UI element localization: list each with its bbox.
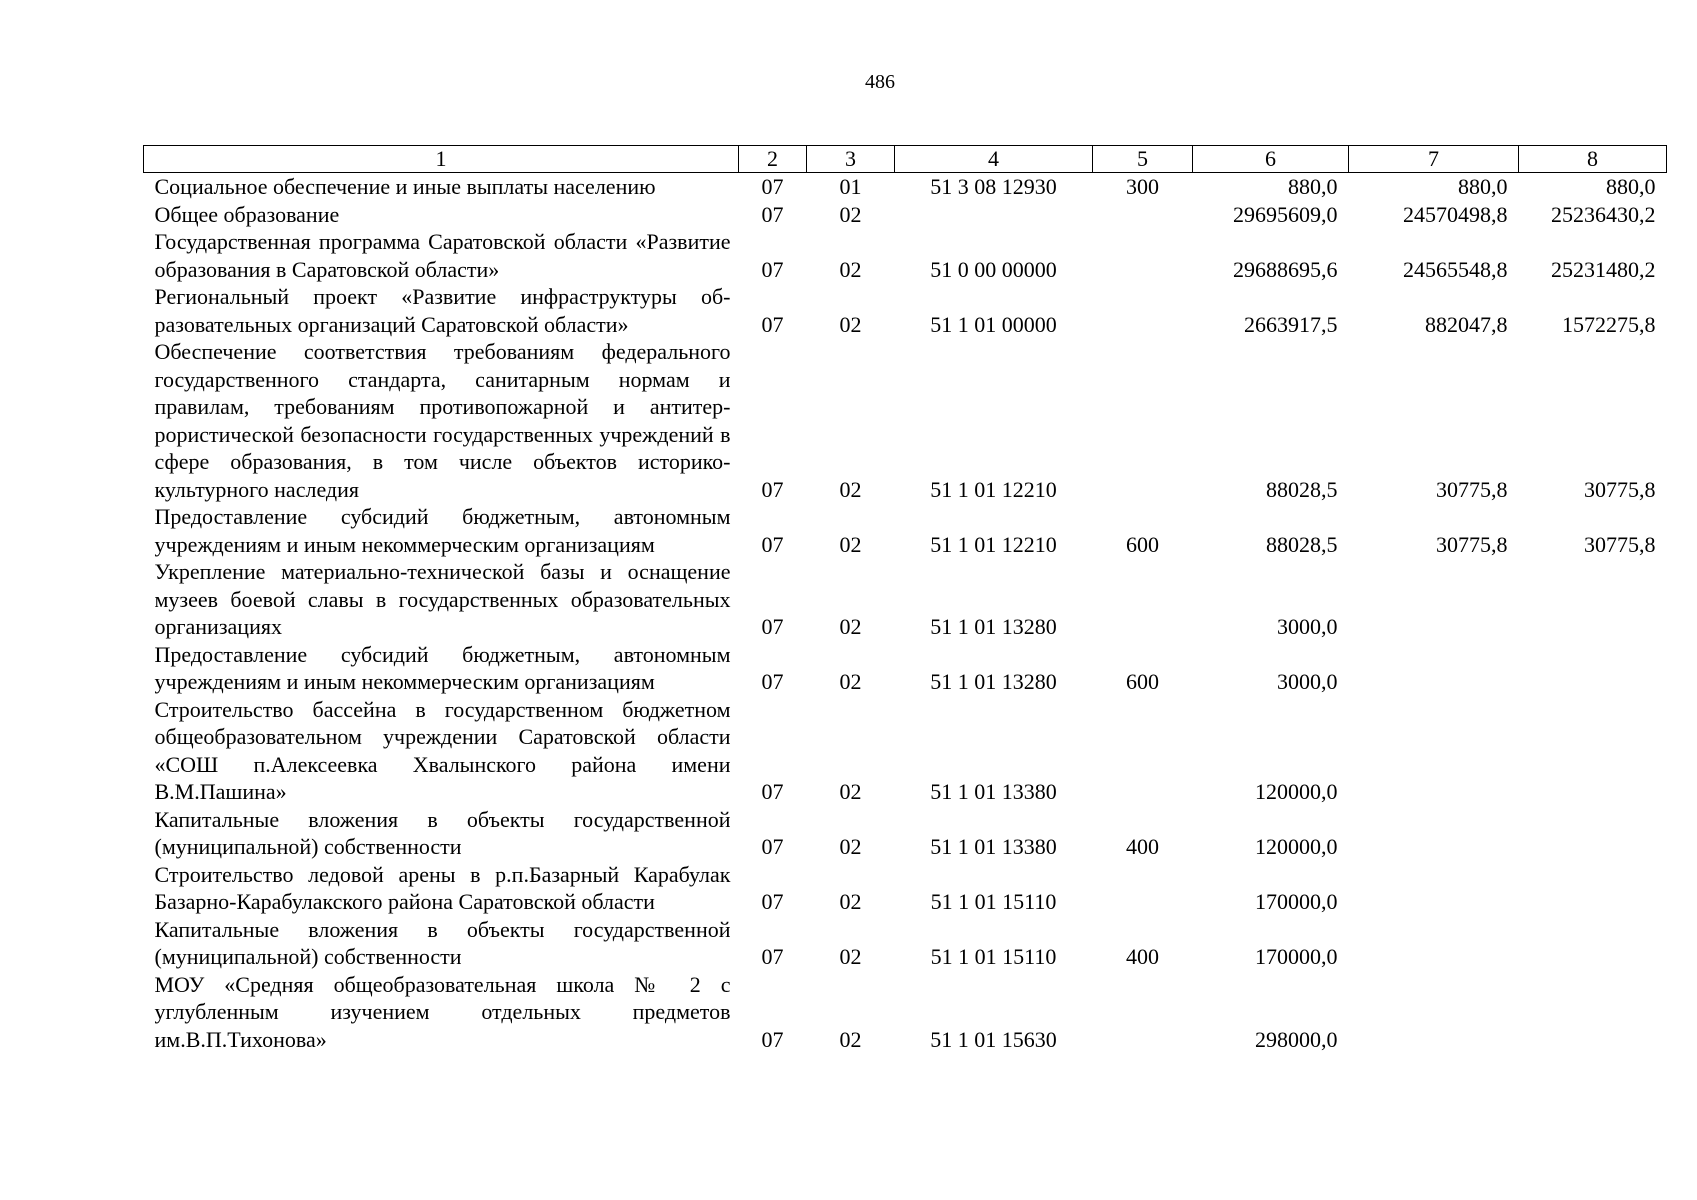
row-amount-7: 24570498,8 <box>1403 201 1508 227</box>
row-name: Социальное обеспечение и иные выплаты населению <box>154 174 656 199</box>
column-header-1: 1 <box>144 146 739 173</box>
row-name: Капитальные вложения в объекты государственной (муниципальной) собственности <box>154 916 731 969</box>
row-target-code: 51 1 01 15110 <box>930 944 1057 969</box>
page-number: 486 <box>865 71 895 93</box>
row-subsection: 02 <box>839 669 862 694</box>
row-amount-7: 880,0 <box>1458 174 1508 199</box>
table-row <box>144 503 1667 558</box>
row-amount-8: 1572275,8 <box>1562 311 1656 337</box>
row-amount-8 <box>1519 861 1667 916</box>
row-amount-6: 3000,0 <box>1277 614 1338 639</box>
table-row <box>144 338 1667 503</box>
row-expense-type <box>1093 201 1193 229</box>
row-amount-8 <box>1519 641 1667 696</box>
row-name: Строительство ледовой арены в р.п.Базарный Карабулак Базарно-Карабулакского района Саратовской области <box>154 861 731 914</box>
row-amount-6: 29688695,6 <box>1233 256 1338 282</box>
row-amount-7: 24565548,8 <box>1403 256 1508 282</box>
row-name: Общее образование <box>154 201 340 227</box>
row-expense-type <box>1093 283 1193 338</box>
row-subsection: 02 <box>839 614 862 639</box>
row-section: 07 <box>761 614 784 639</box>
row-expense-type <box>1093 971 1193 1054</box>
row-subsection: 02 <box>839 311 862 337</box>
row-amount-8: 30775,8 <box>1584 476 1656 502</box>
table-row <box>144 806 1667 861</box>
row-amount-7: 30775,8 <box>1436 476 1508 502</box>
row-expense-type <box>1093 338 1193 503</box>
row-subsection: 02 <box>839 834 862 859</box>
column-header-7: 7 <box>1349 146 1519 173</box>
column-header-2: 2 <box>739 146 807 173</box>
row-amount-7 <box>1349 916 1519 971</box>
row-amount-7: 30775,8 <box>1436 531 1508 557</box>
table-row <box>144 173 1667 201</box>
row-subsection: 02 <box>839 201 862 227</box>
row-section: 07 <box>761 311 784 337</box>
row-amount-6: 170000,0 <box>1255 944 1338 969</box>
row-amount-7 <box>1349 558 1519 641</box>
row-target-code: 51 1 01 13280 <box>930 614 1057 639</box>
row-target-code: 51 3 08 12930 <box>930 174 1057 199</box>
row-expense-type: 400 <box>1126 834 1159 859</box>
row-expense-type: 600 <box>1126 669 1159 694</box>
row-name: МОУ «Средняя общеобразовательная школа № 2 с углубленным изучением отдельных предметов им.В.П.Тихонова» <box>154 971 731 1052</box>
column-header-6: 6 <box>1193 146 1349 173</box>
row-name: Укрепление материально-технической базы и оснащение музеев боевой славы в государственных образовательных организациях <box>154 559 731 639</box>
row-section: 07 <box>761 889 784 914</box>
row-name: Строительство бассейна в государственном бюджетном общеобразовательном учреждении Саратовской области «СОШ п.Алексеевка Хвалынского района имени В.М.Пашина» <box>154 696 731 804</box>
row-name: Региональный проект «Развитие инфраструктуры образовательных организаций Саратовской области» <box>154 284 731 337</box>
row-amount-6: 3000,0 <box>1277 669 1338 694</box>
row-amount-7: 882047,8 <box>1425 311 1508 337</box>
row-section: 07 <box>761 1026 784 1052</box>
row-target-code: 51 1 01 15630 <box>930 1026 1057 1052</box>
row-section: 07 <box>761 476 784 502</box>
row-amount-6: 88028,5 <box>1266 476 1338 502</box>
row-amount-7 <box>1349 806 1519 861</box>
row-target-code: 51 1 01 15110 <box>930 889 1057 914</box>
row-expense-type <box>1093 861 1193 916</box>
row-expense-type: 400 <box>1126 944 1159 969</box>
table-row <box>144 558 1667 641</box>
row-section: 07 <box>761 669 784 694</box>
table-header-row <box>144 146 1667 173</box>
row-expense-type <box>1093 228 1193 283</box>
budget-table <box>143 145 1667 1053</box>
row-name: Обеспечение соответствия требованиям федерального государственного стандарта, санитарным нормам и правилам, требованиям противопожарной и антитеррористической безопасности государственных учреждений в сфере образования, в том числе объектов историко-культурного наследия <box>154 339 731 502</box>
row-amount-6: 2663917,5 <box>1244 311 1338 337</box>
row-section: 07 <box>761 531 784 557</box>
row-amount-8: 25231480,2 <box>1551 256 1656 282</box>
column-header-8: 8 <box>1519 146 1667 173</box>
row-subsection: 02 <box>839 476 862 502</box>
table-row <box>144 696 1667 806</box>
row-name: Предоставление субсидий бюджетным, автономным учреждениям и иным некоммерческим организациям <box>154 504 731 557</box>
row-section: 07 <box>761 944 784 969</box>
row-expense-type <box>1093 696 1193 806</box>
row-amount-6: 298000,0 <box>1255 1026 1338 1052</box>
row-amount-7 <box>1349 971 1519 1054</box>
row-section: 07 <box>761 779 784 804</box>
row-subsection: 02 <box>839 889 862 914</box>
row-target-code: 51 1 01 12210 <box>930 531 1057 557</box>
column-header-3: 3 <box>807 146 895 173</box>
row-amount-8 <box>1519 971 1667 1054</box>
row-amount-7 <box>1349 861 1519 916</box>
row-name: Капитальные вложения в объекты государственной (муниципальной) собственности <box>154 806 731 859</box>
row-section: 07 <box>761 834 784 859</box>
row-amount-8: 30775,8 <box>1584 531 1656 557</box>
row-target-code <box>895 201 1093 229</box>
row-target-code: 51 1 01 13380 <box>930 834 1057 859</box>
row-amount-8: 25236430,2 <box>1551 201 1656 227</box>
row-expense-type: 600 <box>1126 531 1159 557</box>
row-amount-8 <box>1519 696 1667 806</box>
column-header-4: 4 <box>895 146 1093 173</box>
table-row <box>144 971 1667 1054</box>
row-target-code: 51 0 00 00000 <box>930 256 1057 282</box>
row-amount-6: 120000,0 <box>1255 779 1338 804</box>
row-amount-6: 29695609,0 <box>1233 201 1338 227</box>
row-amount-6: 880,0 <box>1288 174 1338 199</box>
row-target-code: 51 1 01 13280 <box>930 669 1057 694</box>
row-subsection: 02 <box>839 1026 862 1052</box>
row-subsection: 02 <box>839 779 862 804</box>
table-row <box>144 283 1667 338</box>
row-target-code: 51 1 01 00000 <box>930 311 1057 337</box>
table-row <box>144 228 1667 283</box>
row-amount-6: 170000,0 <box>1255 889 1338 914</box>
table-row <box>144 641 1667 696</box>
row-amount-6: 88028,5 <box>1266 531 1338 557</box>
table-row <box>144 916 1667 971</box>
table-row <box>144 201 1667 229</box>
row-subsection: 02 <box>839 531 862 557</box>
row-amount-7 <box>1349 696 1519 806</box>
row-amount-8 <box>1519 806 1667 861</box>
row-section: 07 <box>761 201 784 227</box>
row-subsection: 02 <box>839 944 862 969</box>
row-name: Государственная программа Саратовской области «Развитие образования в Саратовской области» <box>154 229 731 282</box>
row-amount-6: 120000,0 <box>1255 834 1338 859</box>
table-row <box>144 861 1667 916</box>
row-amount-7 <box>1349 641 1519 696</box>
row-expense-type: 300 <box>1126 174 1159 199</box>
row-subsection: 02 <box>839 256 862 282</box>
row-target-code: 51 1 01 13380 <box>930 779 1057 804</box>
row-amount-8 <box>1519 558 1667 641</box>
row-amount-8 <box>1519 916 1667 971</box>
row-target-code: 51 1 01 12210 <box>930 476 1057 502</box>
row-expense-type <box>1093 558 1193 641</box>
row-section: 07 <box>761 256 784 282</box>
row-section: 07 <box>761 174 784 199</box>
column-header-5: 5 <box>1093 146 1193 173</box>
row-amount-8: 880,0 <box>1606 174 1656 199</box>
row-subsection: 01 <box>839 174 862 199</box>
row-name: Предоставление субсидий бюджетным, автономным учреждениям и иным некоммерческим организациям <box>154 641 731 694</box>
